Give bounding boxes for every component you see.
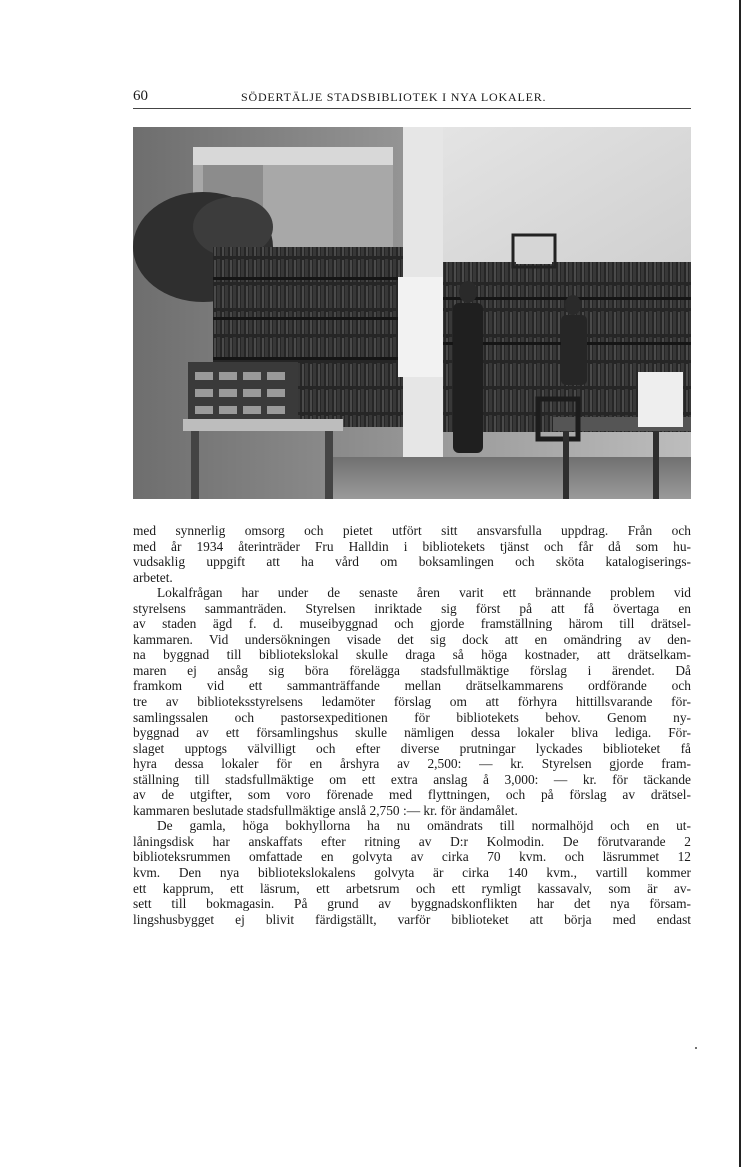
text-line: kammaren. Vid undersökningen visade det sig dock att en omändring av den- <box>133 631 691 647</box>
print-speck <box>695 1047 697 1049</box>
page-number: 60 <box>133 88 148 104</box>
text-line: kammaren beslutade stadsfullmäktige anslå 2,750 :— kr. för ändamålet. <box>133 802 518 818</box>
library-photograph <box>133 127 691 499</box>
text-line: sett till bokmagasin. På grund av byggnadskonflikten har det nya försam- <box>133 896 691 912</box>
text-line: av de utgifter, som voro förenade med flyttningen, och på förslag av drätsel- <box>133 787 691 803</box>
text-line: tre av biblioteksstyrelsens ledamöter förslag om att förhyra hittillsvarande för- <box>133 694 691 710</box>
text-line: vudsaklig uppgift att ha vård om boksamlingen och sköta katalogiserings- <box>133 554 691 570</box>
text-line: av staden ägd f. d. museibyggnad och gjorde framställning härom till drätsel- <box>133 616 691 632</box>
text-line: kvm. Den nya bibliotekslokalens golvyta är cirka 140 kvm., vartill kommer <box>133 865 691 881</box>
text-line: slaget upptogs välvilligt och efter diverse prutningar lyckades biblioteket få <box>133 740 691 756</box>
text-line: maren ej ansåg sig böra förelägga stadsfullmäktige förslag i ärendet. Då <box>133 662 691 678</box>
text-line: låningsdisk har anskaffats efter ritning av D:r Kolmodin. De förutvarande 2 <box>133 833 691 849</box>
text-line: lingshusbygget ej blivit färdigställt, varför biblioteket att börja med endast <box>133 911 691 927</box>
text-line: samlingssalen och pastorsexpeditionen för bibliotekets behov. Genom ny- <box>133 709 691 725</box>
text-line: Lokalfrågan har under de senaste åren varit ett brännande problem vid <box>157 585 691 601</box>
text-line: framkom vid ett sammanträffande mellan drätselkammarens ordförande och <box>133 678 691 694</box>
text-line: med synnerlig omsorg och pietet utfört sitt ansvarsfulla uppdrag. Från och <box>133 523 691 538</box>
running-title: SÖDERTÄLJE STADSBIBLIOTEK I NYA LOKALER. <box>241 90 547 104</box>
text-line: na byggnad till bibliotekslokal skulle draga så höga kostnader, att drätselkam- <box>133 647 691 663</box>
text-line: med år 1934 återinträder Fru Halldin i bibliotekets tjänst och får då som hu- <box>133 538 691 554</box>
text-line: biblioteksrummen omfattade en golvyta av cirka 70 kvm. och läsrummet 12 <box>133 849 691 865</box>
text-line: ställning till stadsfullmäktige om ett extra anslag å 3,000: — kr. för täckande <box>133 771 691 787</box>
text-line: hyra dessa lokaler för en årshyra av 2,500: — kr. Styrelsen gjorde fram- <box>133 756 691 772</box>
text-line: De gamla, höga bokhyllorna ha nu omändrats till normalhöjd och en ut- <box>157 818 691 834</box>
text-line: arbetet. <box>133 569 173 585</box>
running-header <box>133 88 691 109</box>
body-text <box>133 523 691 927</box>
text-line: styrelsens sammanträden. Styrelsen inriktade sig först på att få övertaga en <box>133 600 691 616</box>
page-edge-line <box>739 0 741 1167</box>
text-line: byggnad av ett församlingshus skulle nämligen dessa lokaler bliva lediga. För- <box>133 725 691 741</box>
text-line: ett kapprum, ett läsrum, ett arbetsrum och ett rymligt kassavalv, som är av- <box>133 880 691 896</box>
